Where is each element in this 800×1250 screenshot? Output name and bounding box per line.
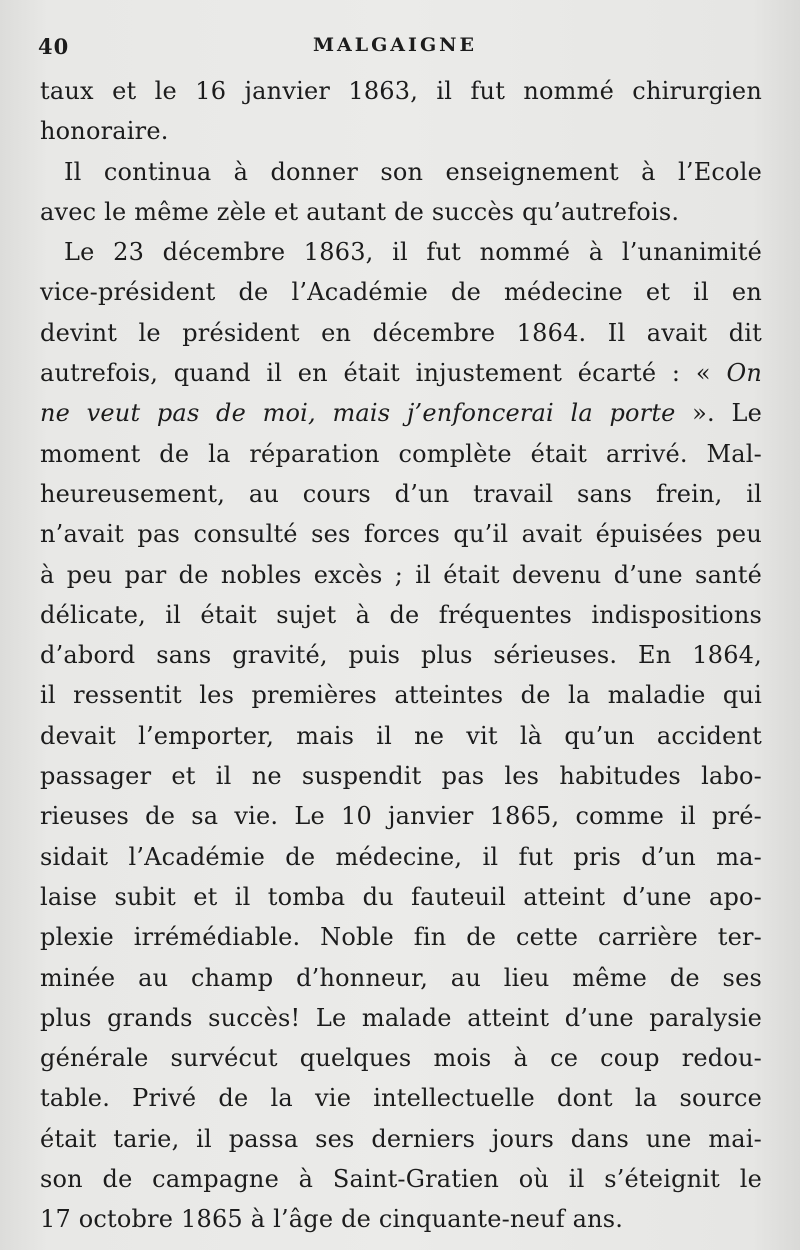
text-line: devait l’emporter, mais il ne vit là qu’un accident: [40, 721, 762, 750]
text-line: [40, 393, 762, 433]
text-line: vice-président de l’Académie de médecine et il en: [40, 278, 762, 307]
body-text: [40, 71, 762, 1240]
text-line: plexie irrémédiable. Noble fin de cette carrière ter-: [40, 923, 762, 952]
text-segment: autrefois, quand il en était injustement écarté : «: [40, 359, 727, 388]
running-head: MALGAIGNE: [312, 34, 478, 56]
text-line: d’abord sans gravité, puis plus sérieuses. En 1864,: [40, 641, 762, 670]
text-line: laise subit et il tomba du fauteuil atteint d’une apo-: [40, 882, 762, 911]
text-line: générale survécut quelques mois à ce coup redou-: [40, 1044, 762, 1073]
text-line: son de campagne à Saint-Gratien où il s’éteignit le: [40, 1165, 762, 1194]
text-line: n’avait pas consulté ses forces qu’il avait épuisées peu: [40, 520, 762, 549]
text-line: moment de la réparation complète était arrivé. Mal-: [40, 439, 762, 468]
italic-segment: On: [726, 359, 762, 388]
text-line: sidait l’Académie de médecine, il fut pris d’un ma-: [40, 842, 762, 871]
text-line: rieuses de sa vie. Le 10 janvier 1865, comme il pré-: [40, 802, 762, 831]
page-header: [38, 34, 752, 60]
page-number: 40: [38, 34, 70, 59]
text-line: passager et il ne suspendit pas les habitudes labo-: [40, 762, 762, 791]
text-line: honoraire.: [40, 117, 169, 146]
text-line: délicate, il était sujet à de fréquentes indispositions: [40, 600, 762, 629]
text-line: heureusement, au cours d’un travail sans frein, il: [40, 479, 762, 508]
text-line: Le 23 décembre 1863, il fut nommé à l’unanimité: [64, 238, 762, 267]
text-line: plus grands succès! Le malade atteint d’une paralysie: [40, 1003, 762, 1032]
text-segment: ». Le: [675, 399, 762, 428]
text-line: table. Privé de la vie intellectuelle dont la source: [40, 1084, 762, 1113]
italic-segment: ne veut pas de moi, mais j’enfoncerai la porte: [40, 399, 676, 428]
text-line: Il continua à donner son enseignement à l’Ecole: [64, 157, 762, 186]
text-line: 17 octobre 1865 à l’âge de cinquante-neuf ans.: [40, 1205, 624, 1234]
text-line: à peu par de nobles excès ; il était devenu d’une santé: [40, 560, 762, 589]
text-line: [40, 353, 762, 393]
text-line: devint le président en décembre 1864. Il avait dit: [40, 318, 762, 347]
text-line: taux et le 16 janvier 1863, il fut nommé chirurgien: [40, 77, 762, 105]
text-line: avec le même zèle et autant de succès qu’autrefois.: [40, 197, 680, 226]
text-line: était tarie, il passa ses derniers jours dans une mai-: [40, 1124, 762, 1153]
text-line: il ressentit les premières atteintes de la maladie qui: [40, 681, 762, 710]
text-line: minée au champ d’honneur, au lieu même de ses: [40, 963, 762, 992]
